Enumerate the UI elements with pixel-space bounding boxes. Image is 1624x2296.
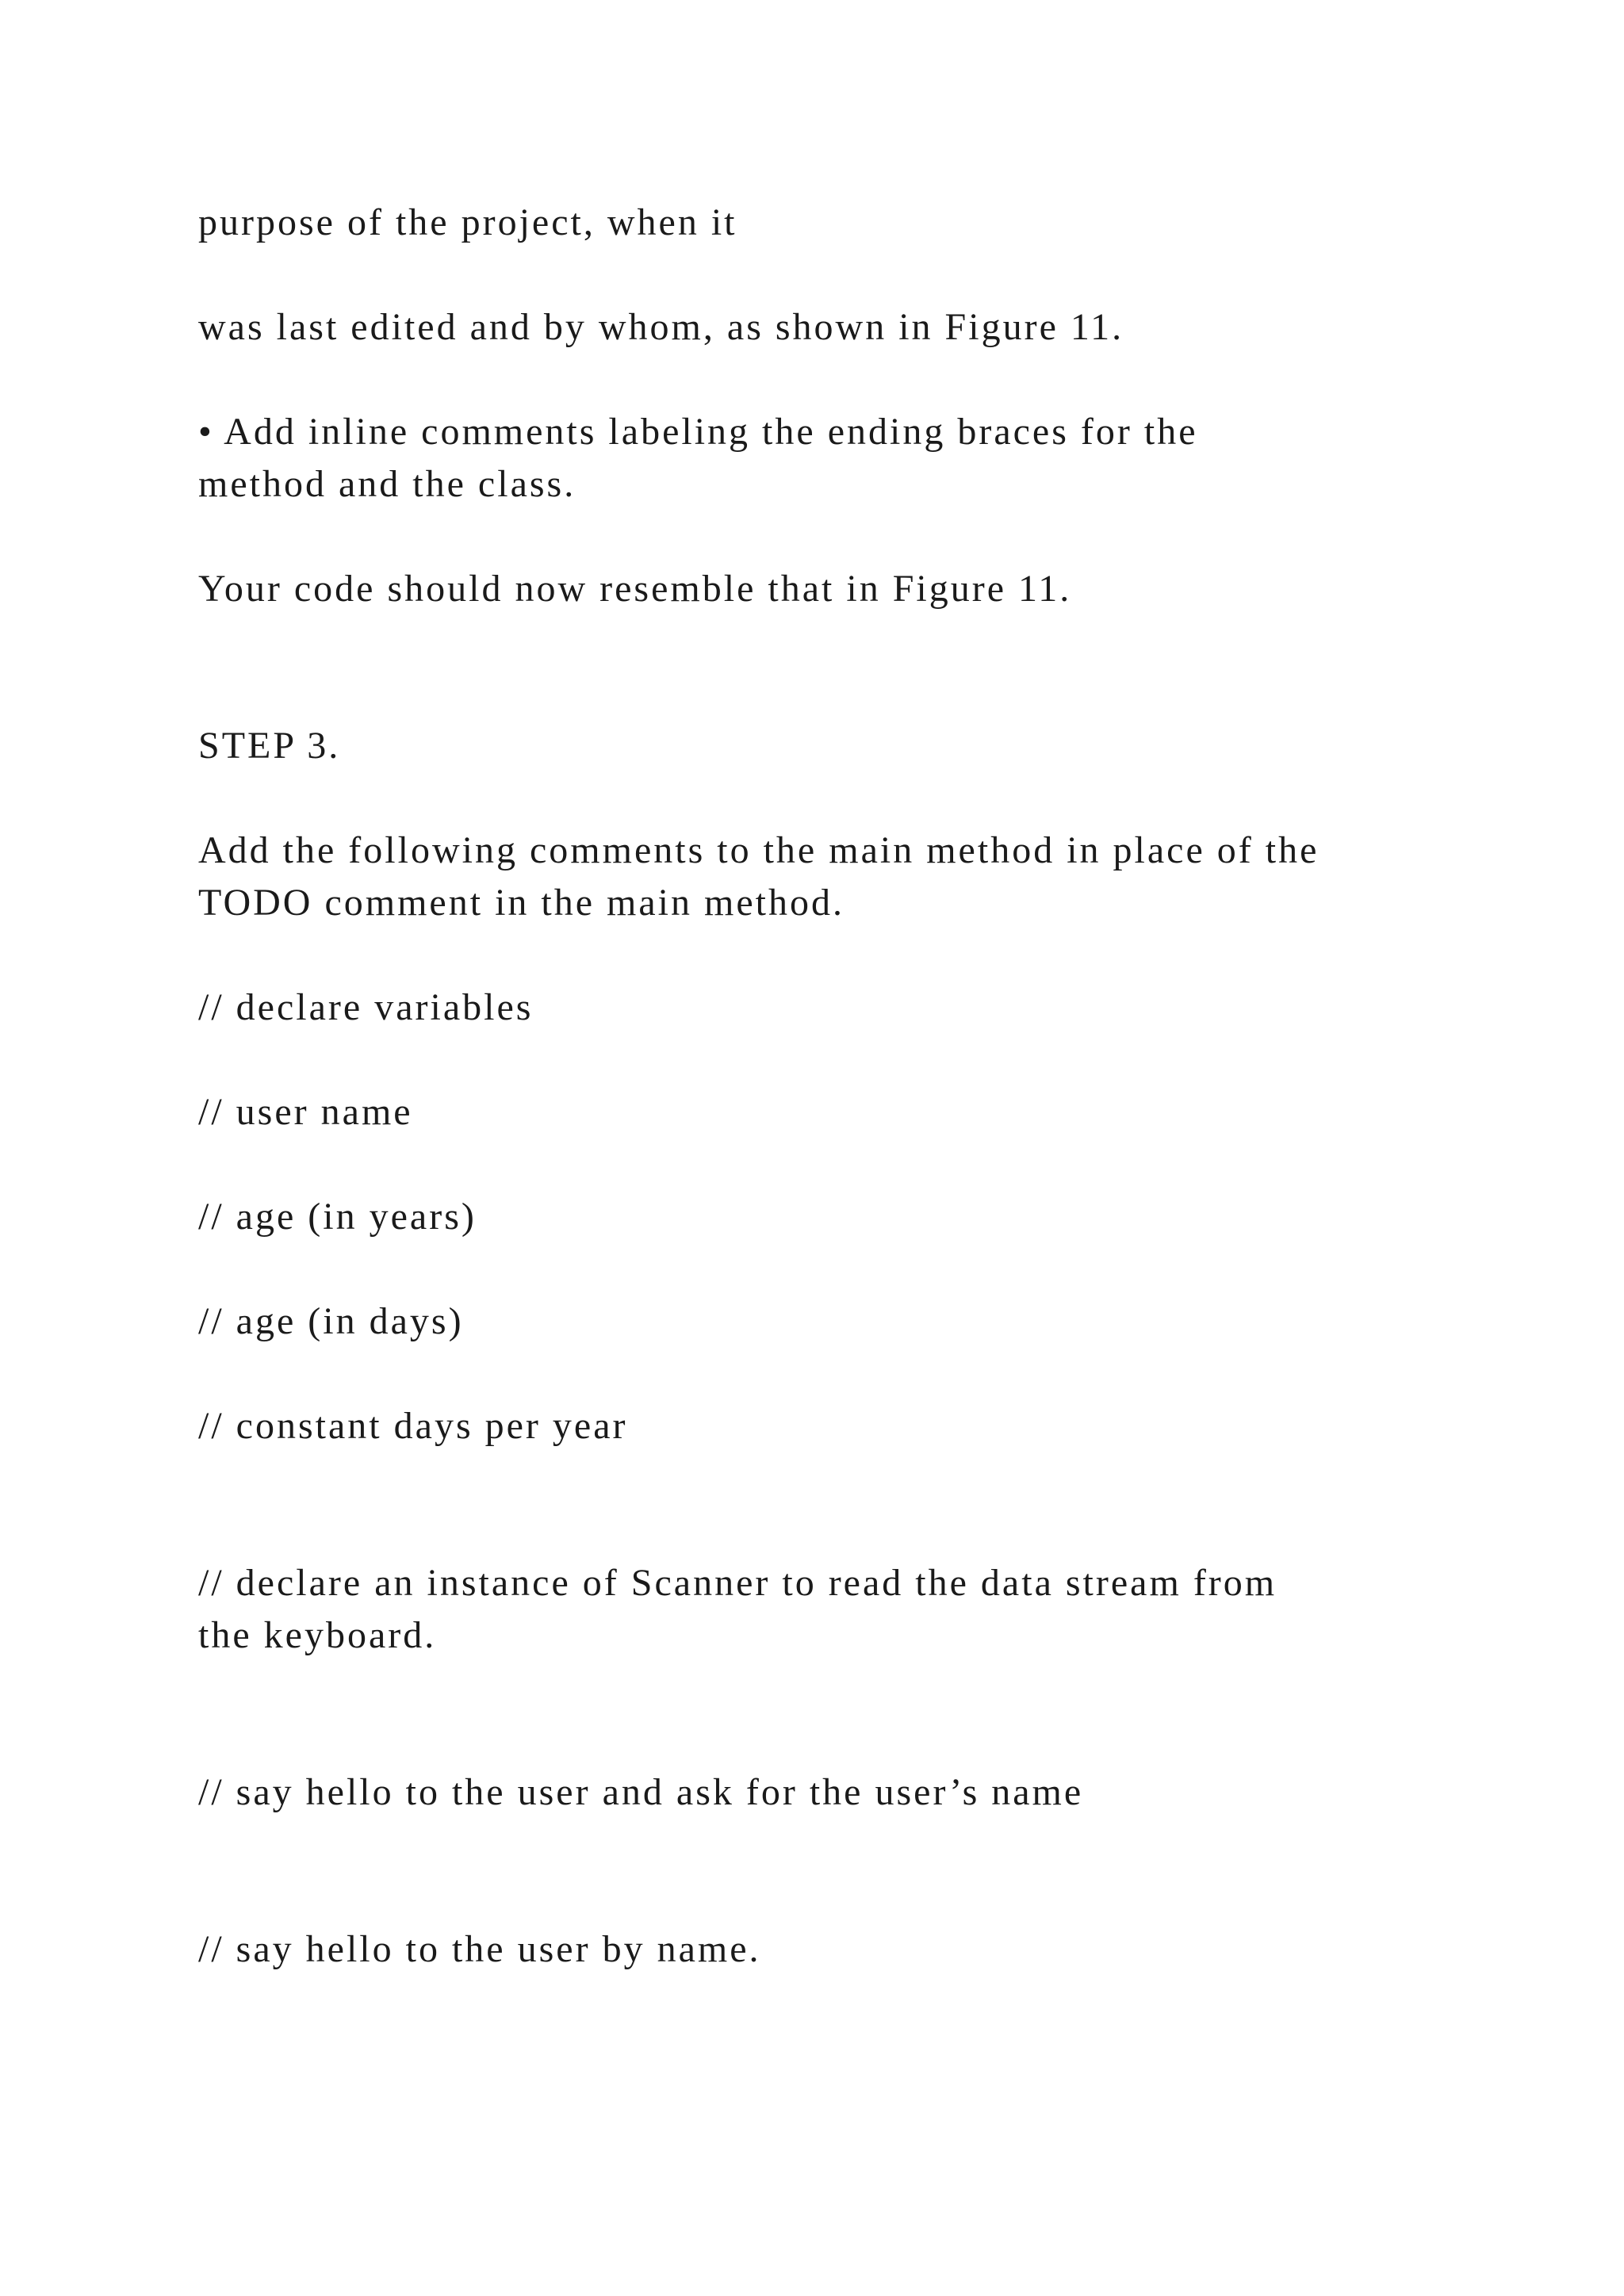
text-line: was last edited and by whom, as shown in Figure 11. [198,306,1124,348]
text-line: Your code should now resemble that in Figure 11. [198,568,1072,610]
text-line: method and the class. [198,463,576,505]
code-comment-line: // declare variables [198,986,534,1028]
code-comment-line: // age (in years) [198,1196,477,1238]
text-line: TODO comment in the main method. [198,882,845,924]
text-line: Add the following comments to the main method in place of the [198,829,1320,871]
code-comment-line: // declare an instance of Scanner to read the data stream from [198,1562,1277,1604]
step-heading: STEP 3. [198,725,341,767]
code-comment-line: // say hello to the user by name. [198,1928,761,1970]
code-comment-line: // say hello to the user and ask for the user’s name [198,1771,1084,1813]
code-comment-line: // constant days per year [198,1405,628,1447]
code-comment-line: // user name [198,1091,413,1133]
bullet-line: • Add inline comments labeling the ending braces for the [198,411,1198,453]
text-line: purpose of the project, when it [198,201,737,243]
code-comment-line: // age (in days) [198,1300,464,1342]
text-line: the keyboard. [198,1614,437,1656]
